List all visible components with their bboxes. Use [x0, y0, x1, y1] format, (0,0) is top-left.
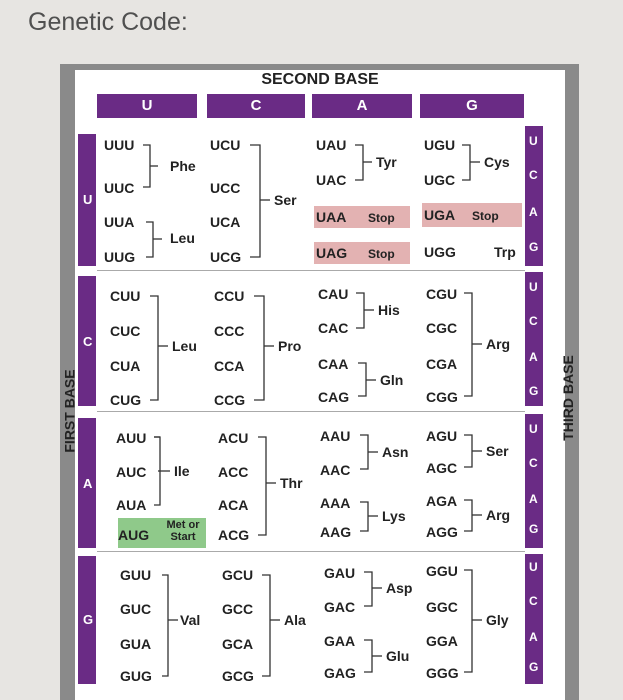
stop-label-uaa: Stop: [368, 211, 395, 225]
amino-acid-ile: Ile: [174, 463, 190, 479]
codon-agc: AGC: [426, 460, 458, 476]
codon-cga: CGA: [426, 356, 458, 372]
third-base-c: C: [529, 314, 538, 328]
codon-uac: UAC: [316, 172, 347, 188]
amino-acid-gly: Gly: [486, 612, 509, 628]
third-base-u: U: [529, 422, 538, 436]
codon-cgg: CGG: [426, 389, 458, 405]
codon-ccg: CCG: [214, 392, 246, 408]
codon-aga: AGA: [426, 493, 458, 509]
third-base-u: U: [529, 134, 538, 148]
codon-acg: ACG: [218, 527, 250, 543]
met-label: Met or: [166, 519, 200, 531]
codon-uag: UAG: [316, 245, 348, 261]
codon-cca: CCA: [214, 358, 245, 374]
row-label-u: U: [83, 192, 93, 207]
codon-cua: CUA: [110, 358, 141, 374]
third-base-u: U: [529, 280, 538, 294]
codon-aug: AUG: [118, 527, 150, 543]
amino-acid-pro: Pro: [278, 338, 302, 354]
codon-aag: AAG: [320, 524, 352, 540]
row-label-a: A: [83, 476, 93, 491]
codon-cuc: CUC: [110, 323, 141, 339]
amino-acid-asp: Asp: [386, 580, 413, 596]
codon-gag: GAG: [324, 665, 356, 681]
codon-gga: GGA: [426, 633, 458, 649]
column-header-a: A: [312, 94, 412, 118]
codon-cag: CAG: [318, 389, 350, 405]
codon-cac: CAC: [318, 320, 349, 336]
start-label: Start: [170, 531, 196, 543]
codon-ggc: GGC: [426, 599, 458, 615]
first-base-label: FIRST BASE: [61, 369, 78, 453]
codon-aua: AUA: [116, 497, 147, 513]
codon-uau: UAU: [316, 137, 347, 153]
amino-acid-cys: Cys: [484, 154, 510, 170]
column-header-u: U: [97, 94, 197, 118]
third-base-g: G: [529, 660, 539, 674]
codon-uca: UCA: [210, 214, 241, 230]
amino-acid-ser: Ser: [486, 443, 509, 459]
codon-uua: UUA: [104, 214, 135, 230]
stop-label-uag: Stop: [368, 247, 395, 261]
codon-aac: AAC: [320, 462, 351, 478]
amino-acid-tyr: Tyr: [376, 154, 397, 170]
codon-ugu: UGU: [424, 137, 456, 153]
amino-acid-his: His: [378, 302, 400, 318]
codon-ucc: UCC: [210, 180, 241, 196]
amino-acid-glu: Glu: [386, 648, 410, 664]
codon-ucg: UCG: [210, 249, 242, 265]
codon-guc: GUC: [120, 601, 152, 617]
codon-gua: GUA: [120, 636, 152, 652]
codon-cug: CUG: [110, 392, 142, 408]
codon-auc: AUC: [116, 464, 147, 480]
third-base-c: C: [529, 594, 538, 608]
codon-cuu: CUU: [110, 288, 141, 304]
amino-acid-asn: Asn: [382, 444, 409, 460]
codon-uaa: UAA: [316, 209, 347, 225]
amino-acid-thr: Thr: [280, 475, 303, 491]
third-base-label: THIRD BASE: [559, 355, 576, 441]
codon-agg: AGG: [426, 524, 458, 540]
stop-label-uga: Stop: [472, 209, 499, 223]
codon-uug: UUG: [104, 249, 136, 265]
amino-acid-ala: Ala: [284, 612, 306, 628]
start-codon-label: [160, 519, 206, 543]
codon-gau: GAU: [324, 565, 356, 581]
row-label-c: C: [83, 334, 93, 349]
codon-ccc: CCC: [214, 323, 245, 339]
third-base-c: C: [529, 168, 538, 182]
codon-caa: CAA: [318, 356, 349, 372]
codon-ggg: GGG: [426, 665, 459, 681]
amino-acid-trp: Trp: [494, 244, 516, 260]
codon-cau: CAU: [318, 286, 349, 302]
third-base-u: U: [529, 560, 538, 574]
amino-acid-phe: Phe: [170, 158, 196, 174]
amino-acid-arg: Arg: [486, 336, 511, 352]
third-base-a: A: [529, 492, 538, 506]
codon-cgc: CGC: [426, 320, 458, 336]
third-base-a: A: [529, 630, 538, 644]
column-header-c: C: [207, 94, 305, 118]
amino-acid-ser: Ser: [274, 192, 297, 208]
amino-acid-gln: Gln: [380, 372, 404, 388]
codon-auu: AUU: [116, 430, 147, 446]
codon-gcc: GCC: [222, 601, 254, 617]
codon-aaa: AAA: [320, 495, 351, 511]
codon-gca: GCA: [222, 636, 254, 652]
amino-acid-leu: Leu: [172, 338, 197, 354]
codon-agu: AGU: [426, 428, 458, 444]
third-base-g: G: [529, 384, 539, 398]
codon-gcg: GCG: [222, 668, 254, 684]
third-base-g: G: [529, 240, 539, 254]
codon-gcu: GCU: [222, 567, 254, 583]
amino-acid-lys: Lys: [382, 508, 406, 524]
codon-ugg: UGG: [424, 244, 456, 260]
amino-acid-val: Val: [180, 612, 201, 628]
third-base-a: A: [529, 205, 538, 219]
codon-guu: GUU: [120, 567, 152, 583]
codon-uga: UGA: [424, 207, 456, 223]
column-header-g: G: [420, 94, 524, 118]
codon-gac: GAC: [324, 599, 356, 615]
codon-aau: AAU: [320, 428, 351, 444]
codon-acu: ACU: [218, 430, 249, 446]
codon-ccu: CCU: [214, 288, 245, 304]
codon-acc: ACC: [218, 464, 249, 480]
codon-gaa: GAA: [324, 633, 356, 649]
codon-ggu: GGU: [426, 563, 458, 579]
second-base-label: SECOND BASE: [261, 71, 379, 88]
codon-cgu: CGU: [426, 286, 458, 302]
codon-uuc: UUC: [104, 180, 135, 196]
codon-gug: GUG: [120, 668, 152, 684]
third-base-g: G: [529, 522, 539, 536]
codon-ucu: UCU: [210, 137, 241, 153]
codon-ugc: UGC: [424, 172, 456, 188]
third-base-c: C: [529, 456, 538, 470]
amino-acid-leu: Leu: [170, 230, 195, 246]
row-label-g: G: [83, 612, 94, 627]
codon-aca: ACA: [218, 497, 249, 513]
amino-acid-arg: Arg: [486, 507, 511, 523]
codon-uuu: UUU: [104, 137, 135, 153]
third-base-a: A: [529, 350, 538, 364]
page-title: Genetic Code:: [28, 8, 188, 36]
